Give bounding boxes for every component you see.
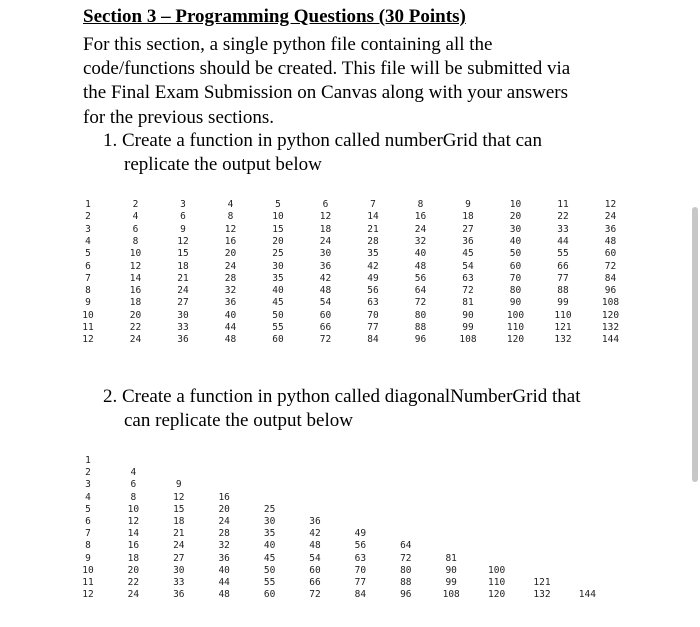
grid-cell: 10 (82, 309, 94, 321)
grid-cell: 7 (85, 528, 91, 540)
grid-cell: 11 (82, 577, 94, 588)
grid-cell: 25 (272, 248, 284, 260)
grid-cell: 12 (127, 516, 140, 527)
grid-cell: 88 (557, 285, 569, 297)
grid-cell: 45 (263, 552, 276, 564)
grid-cell: 30 (263, 516, 276, 527)
grid-cell: 48 (414, 260, 427, 272)
grid-cell: 12 (177, 235, 189, 247)
grid-cell: 77 (367, 322, 379, 333)
grid-cell: 99 (445, 577, 457, 588)
grid-cell: 50 (272, 309, 284, 321)
grid-cell: 25 (263, 503, 276, 515)
grid-cell: 4 (85, 491, 91, 503)
grid-cell: 18 (462, 211, 474, 223)
grid-cell: 36 (224, 297, 237, 309)
grid-cell: 11 (557, 199, 569, 210)
question-2-line: can replicate the output below (124, 410, 353, 432)
grid-cell: 110 (488, 577, 506, 588)
grid-cell: 60 (309, 564, 321, 576)
grid-cell: 16 (224, 235, 237, 247)
grid-cell: 24 (173, 540, 185, 552)
grid-cell: 12 (129, 260, 142, 272)
grid-cell: 35 (263, 528, 276, 540)
grid-cell: 40 (414, 248, 427, 260)
grid-cell: 8 (132, 235, 139, 247)
grid-cell: 20 (272, 235, 284, 247)
grid-cell: 44 (557, 235, 569, 247)
grid-cell: 27 (173, 552, 185, 564)
grid-cell: 40 (263, 540, 276, 552)
grid-cell: 35 (367, 248, 379, 260)
grid-cell: 60 (509, 260, 522, 272)
grid-cell: 56 (414, 272, 427, 284)
grid-cell: 27 (177, 297, 189, 309)
grid-cell: 48 (218, 589, 230, 601)
grid-cell: 9 (175, 479, 182, 491)
question-2-line: 2. Create a function in python called diagonalNumberGrid that (103, 386, 581, 407)
grid-cell: 11 (82, 322, 94, 333)
grid-cell: 21 (173, 528, 185, 540)
grid-cell: 28 (367, 235, 379, 247)
intro-line: For this section, a single python file containing all the (83, 34, 493, 55)
grid-cell: 60 (604, 248, 617, 260)
grid-cell: 24 (218, 516, 230, 527)
grid-cell: 9 (85, 297, 91, 309)
grid-cell: 36 (309, 516, 321, 527)
grid-cell: 90 (445, 564, 457, 576)
grid-cell: 96 (604, 285, 617, 297)
grid-cell: 48 (224, 334, 237, 346)
grid-cell: 66 (309, 577, 321, 588)
grid-cell: 36 (218, 552, 230, 564)
grid-cell: 30 (177, 309, 189, 321)
grid-cell: 30 (509, 223, 522, 235)
grid-cell: 5 (85, 248, 91, 260)
grid-cell: 22 (557, 211, 569, 223)
grid-cell: 40 (272, 285, 284, 297)
grid-cell: 48 (319, 285, 332, 297)
grid-cell: 24 (224, 260, 237, 272)
grid-cell: 10 (129, 248, 142, 260)
grid-cell: 6 (85, 516, 91, 527)
grid-cell: 12 (82, 334, 94, 346)
grid-cell: 10 (509, 199, 522, 210)
grid-cell: 18 (177, 260, 189, 272)
grid-cell: 49 (367, 272, 379, 284)
grid-cell: 108 (442, 589, 460, 601)
grid-cell: 10 (127, 503, 140, 515)
grid-cell: 64 (414, 285, 427, 297)
grid-cell: 110 (506, 322, 525, 333)
grid-cell: 40 (224, 309, 237, 321)
grid-cell: 3 (85, 479, 91, 491)
grid-cell: 48 (604, 235, 617, 247)
grid-cell: 28 (224, 272, 237, 284)
grid-cell: 120 (488, 589, 506, 601)
grid-cell: 24 (604, 211, 617, 223)
grid-cell: 5 (275, 199, 281, 210)
grid-cell: 18 (173, 516, 185, 527)
grid-cell: 20 (129, 309, 142, 321)
grid-cell: 36 (173, 589, 185, 601)
grid-cell: 35 (272, 272, 284, 284)
grid-cell: 55 (557, 248, 569, 260)
grid-cell: 56 (354, 540, 367, 552)
section-heading: Section 3 – Programming Questions (30 Points) (83, 6, 466, 27)
grid-cell: 32 (218, 540, 230, 552)
grid-cell: 12 (604, 199, 617, 210)
grid-cell: 24 (414, 223, 427, 235)
grid-cell: 6 (180, 211, 186, 223)
grid-cell: 9 (180, 223, 186, 235)
grid-cell: 70 (354, 564, 367, 576)
grid-cell: 24 (127, 589, 140, 601)
grid-cell: 100 (506, 309, 525, 321)
grid-cell: 30 (272, 260, 284, 272)
grid-cell: 6 (322, 199, 329, 210)
grid-cell: 18 (319, 223, 332, 235)
grid-cell: 28 (218, 528, 230, 540)
grid-cell: 49 (354, 528, 367, 540)
grid-cell: 96 (400, 589, 412, 601)
grid-cell: 80 (509, 285, 522, 297)
grid-cell: 42 (367, 260, 379, 272)
grid-cell: 60 (272, 334, 284, 346)
grid-cell: 72 (309, 589, 321, 601)
vertical-scrollbar[interactable] (692, 207, 698, 482)
grid-cell: 5 (85, 503, 91, 515)
intro-paragraph (83, 33, 683, 130)
grid-cell: 27 (462, 223, 474, 235)
grid-cell: 12 (319, 211, 332, 223)
grid-cell: 56 (367, 285, 379, 297)
grid-cell: 80 (414, 309, 427, 321)
grid-cell: 32 (224, 285, 237, 297)
grid-cell: 12 (224, 223, 237, 235)
grid-cell: 10 (272, 211, 284, 223)
grid-cell: 12 (82, 589, 94, 601)
grid-cell: 108 (601, 297, 620, 309)
grid-cell: 108 (459, 334, 477, 346)
grid-cell: 54 (462, 260, 474, 272)
grid-cell: 18 (127, 552, 140, 564)
grid-cell: 44 (218, 577, 230, 588)
grid-cell: 77 (354, 577, 367, 588)
grid-cell: 4 (130, 467, 137, 479)
grid-cell: 22 (127, 577, 140, 588)
grid-cell: 3 (180, 199, 186, 210)
grid-cell: 16 (218, 491, 230, 503)
grid-cell: 110 (554, 309, 572, 321)
grid-cell: 99 (557, 297, 569, 309)
grid-cell: 36 (462, 235, 474, 247)
grid-cell: 45 (462, 248, 474, 260)
grid-cell: 55 (263, 577, 276, 588)
grid-cell: 50 (509, 248, 522, 260)
grid-cell: 21 (177, 272, 189, 284)
grid-cell: 21 (367, 223, 379, 235)
grid-cell: 81 (445, 552, 457, 564)
grid-cell: 32 (414, 235, 427, 247)
grid-cell: 33 (173, 577, 185, 588)
grid-cell: 88 (400, 577, 412, 588)
grid-cell: 14 (367, 211, 379, 223)
grid-cell: 16 (414, 211, 427, 223)
grid-cell: 8 (85, 540, 91, 552)
grid-cell: 63 (367, 297, 379, 309)
grid-cell: 66 (319, 322, 332, 333)
grid-cell: 4 (85, 235, 91, 247)
grid-cell: 2 (132, 199, 139, 210)
grid-cell: 8 (227, 211, 234, 223)
grid-cell: 77 (557, 272, 569, 284)
grid-cell: 8 (85, 285, 91, 297)
grid-cell: 9 (85, 552, 91, 564)
grid-cell: 72 (319, 334, 332, 346)
grid-cell: 20 (218, 503, 230, 515)
grid-cell: 63 (462, 272, 474, 284)
grid-cell: 132 (533, 589, 551, 601)
grid-cell: 8 (417, 199, 424, 210)
grid-cell: 2 (85, 211, 91, 223)
grid-cell: 84 (604, 272, 617, 284)
grid-cell: 36 (319, 260, 332, 272)
question-1-line: 1. Create a function in python called numberGrid that can (103, 130, 542, 151)
grid-cell: 132 (601, 322, 620, 333)
grid-cell: 70 (367, 309, 379, 321)
grid-cell: 64 (400, 540, 412, 552)
grid-cell: 6 (85, 260, 91, 272)
grid-cell: 48 (309, 540, 321, 552)
grid-cell: 81 (462, 297, 474, 309)
grid-cell: 60 (319, 309, 332, 321)
grid-cell: 55 (272, 322, 284, 333)
grid-cell: 121 (554, 322, 572, 333)
intro-line: for the previous sections. (83, 106, 275, 128)
grid-cell: 63 (354, 552, 367, 564)
grid-cell: 24 (177, 285, 189, 297)
grid-cell: 15 (272, 223, 284, 235)
grid-cell: 120 (601, 309, 620, 321)
grid-cell: 54 (309, 552, 321, 564)
grid-cell: 72 (400, 552, 412, 564)
grid-cell: 7 (370, 199, 376, 210)
grid-cell: 45 (272, 297, 284, 309)
grid-cell: 144 (601, 334, 620, 346)
grid-cell: 42 (309, 528, 321, 540)
grid-cell: 4 (132, 211, 139, 223)
grid-cell: 54 (319, 297, 332, 309)
grid-cell: 1 (85, 455, 91, 466)
grid-cell: 22 (129, 322, 142, 333)
grid-cell: 7 (85, 272, 91, 284)
grid-cell: 20 (224, 248, 237, 260)
grid-cell: 33 (177, 322, 189, 333)
grid-cell: 40 (509, 235, 522, 247)
grid-cell: 96 (414, 334, 427, 346)
grid-cell: 10 (82, 564, 94, 576)
grid-cell: 14 (127, 528, 140, 540)
grid-cell: 72 (462, 285, 474, 297)
grid-cell: 72 (604, 260, 617, 272)
grid-cell: 14 (129, 272, 142, 284)
grid-cell: 144 (578, 589, 596, 601)
grid-cell: 84 (354, 589, 367, 601)
grid-cell: 20 (509, 211, 522, 223)
intro-line: the Final Exam Submission on Canvas along with your answers (83, 82, 568, 104)
grid-cell: 42 (319, 272, 332, 284)
intro-line: code/functions should be created. This file will be submitted via (83, 58, 571, 80)
grid-cell: 80 (400, 564, 412, 576)
grid-cell: 6 (132, 223, 139, 235)
grid-cell: 18 (129, 297, 142, 309)
grid-cell: 44 (224, 322, 237, 333)
grid-cell: 90 (462, 309, 474, 321)
grid-cell: 6 (130, 479, 137, 491)
grid-cell: 36 (604, 223, 617, 235)
grid-cell: 120 (506, 334, 525, 346)
grid-cell: 24 (129, 334, 142, 346)
grid-cell: 72 (414, 297, 427, 309)
grid-cell: 60 (263, 589, 276, 601)
grid-cell: 20 (127, 564, 140, 576)
grid-cell: 100 (488, 564, 506, 576)
grid-cell: 12 (173, 491, 185, 503)
grid-cell: 90 (509, 297, 522, 309)
grid-cell: 16 (129, 285, 142, 297)
grid-cell: 1 (85, 199, 91, 210)
grid-cell: 4 (227, 199, 234, 210)
grid-cell: 132 (554, 334, 572, 346)
grid-cell: 15 (177, 248, 189, 260)
grid-cell: 15 (173, 503, 185, 515)
grid-cell: 40 (218, 564, 230, 576)
grid-cell: 70 (509, 272, 522, 284)
grid-cell: 33 (557, 223, 569, 235)
grid-cell: 8 (130, 491, 137, 503)
grid-cell: 88 (414, 322, 427, 333)
grid-cell: 84 (367, 334, 379, 346)
question-1-line: replicate the output below (124, 154, 322, 176)
question-1 (103, 129, 542, 177)
grid-cell: 30 (319, 248, 332, 260)
grid-cell: 66 (557, 260, 569, 272)
grid-cell: 30 (173, 564, 185, 576)
grid-cell: 36 (177, 334, 189, 346)
grid-cell: 121 (533, 577, 551, 588)
grid-cell: 24 (319, 235, 332, 247)
grid-cell: 3 (85, 223, 91, 235)
grid-cell: 9 (465, 199, 471, 210)
grid-cell: 16 (127, 540, 140, 552)
question-2 (103, 385, 581, 433)
grid-cell: 50 (263, 564, 276, 576)
grid-cell: 2 (85, 467, 91, 479)
grid-cell: 99 (462, 322, 474, 333)
